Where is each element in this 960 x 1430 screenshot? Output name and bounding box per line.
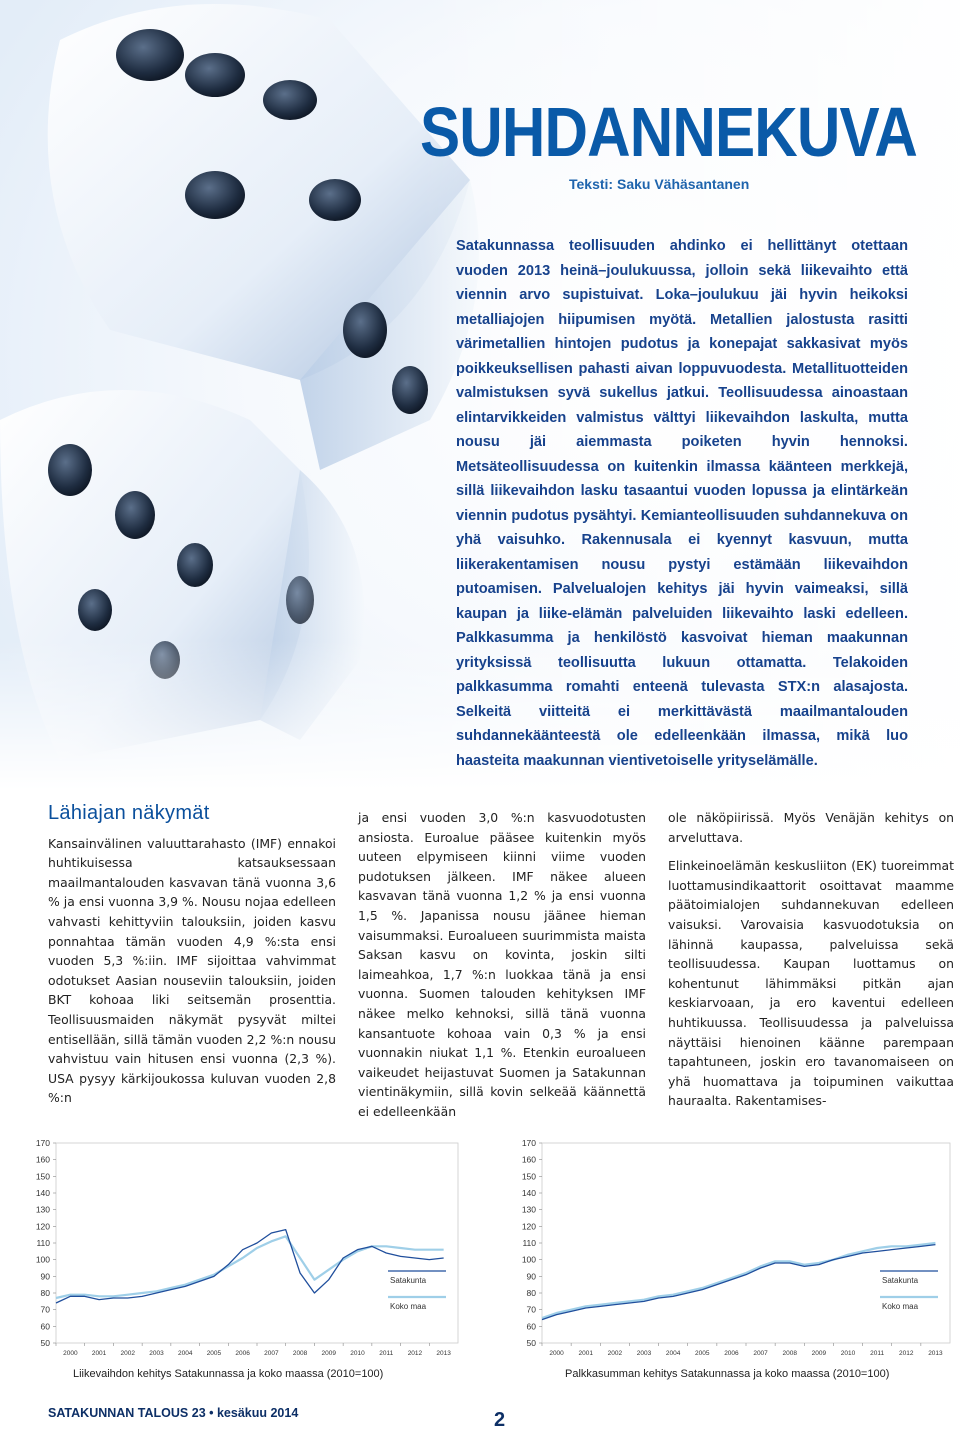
x-tick-label: 2002 — [120, 1350, 136, 1357]
y-tick-label: 50 — [40, 1338, 50, 1348]
x-tick-label: 2009 — [321, 1350, 337, 1357]
x-tick-label: 2005 — [206, 1350, 222, 1357]
x-tick-label: 2012 — [899, 1350, 914, 1357]
revenue-chart — [28, 1135, 468, 1365]
payroll-chart — [514, 1135, 960, 1365]
x-tick-label: 2007 — [264, 1350, 279, 1357]
page-title: SUHDANNEKUVA — [420, 93, 917, 171]
y-tick-label: 140 — [35, 1188, 50, 1198]
y-tick-label: 120 — [35, 1221, 50, 1232]
lead-paragraph: Satakunnassa teollisuuden ahdinko ei hellittänyt otettaan vuoden 2013 heinä–joulukuussa, jolloin sekä liikevaihto että viennin arvo supistuivat. Loka–joulukuu jäi hyvin heikoksi metalliajojen hiipumisen myötä. Metallien jalostusta rasitti värimetallien hintojen pudotus ja konepajat sakkasivat myös poikkeuksellisen pahasti aivan loppuvuodesta. Metallituotteiden valmistuksen syvä sukellus jatkui. Teollisuudessa ainoastaan elintarvikkeiden valmistus välttyi liikevaihdon laskulta, mutta nousu jäi aiemmasta poiketen hyvin hennoksi. Metsäteollisuudessa on kuitenkin ilmassa käänteen merkkejä, sillä liikevaihdon lasku tasaantui vuoden lopussa ja elintärkeän viennin pudotus pysähtyi. Kemianteollisuuden suhdannekuva on yhä vaisuhko. Rakennusala ei kyennyt kasvuun, mutta liikerakentamisen nousu pystyi estämään liikevaihdon putoamisen. Palvelualojen kehitys jäi hyvin vaimeaksi, sillä kaupan ja liike-elämän palveluiden liikevaihto laski edelleen. Palkkasumma ja henkilöstö kasvoivat hieman maakunnan yrityksissä teollisuutta lukuun ottamatta. Telakoiden palkkasumma romahti enteenä tulevasta STX:n alasajosta. Selkeitä viitteitä ei merkittävästä maailmantalouden suhdannekäänteestä ole edelleenkään ilmassa, mikä luo haasteita maakunnan vientivetoiselle yrityselämälle. — [456, 238, 908, 769]
article-column-1 — [48, 800, 336, 1108]
x-tick-label: 2008 — [782, 1350, 797, 1357]
y-tick-label: 100 — [521, 1254, 536, 1265]
y-tick-label: 170 — [521, 1138, 536, 1148]
chart-caption: Palkkasumman kehitys Satakunnassa ja koko maassa (2010=100) — [565, 1368, 890, 1380]
x-tick-label: 2000 — [63, 1350, 78, 1357]
article-column-2 — [358, 808, 646, 1122]
article-text: ja ensi vuoden 3,0 %:n kasvuodotusten ansiosta. Euroalue pääsee kuitenkin myös uuteen elpymiseen kiinni viime vuoden pudotuksen jälkeen. IMF näkee alueen kasvavan tänä vuonna 1,2 % ja ensi vuonna 1,5 %. Japanissa nousu jäänee hieman vaisummaksi. Euroalueen suurimmista maista Saksan kasvu on kovinta, joskin silti laimeahkoa, 1,7 %:n luokkaa tänä ja ensi vuonna. Suomen talouden kehityksen IMF näkee melko kehnoksi, sillä tänä vuonna kansantuote kohoaa vain 0,3 % ja ensi vuonnakin niukat 1,1 %. Etenkin euroalueen vaikeudet heijastuvat Suomen ja Satakunnan vientinäkymiin, sillä kovin selkeää käännettä ei edelleenkään — [358, 810, 646, 1119]
article-text: ole näköpiirissä. Myös Venäjän kehitys on arveluttava. — [668, 810, 954, 845]
y-tick-label: 160 — [521, 1154, 536, 1165]
y-tick-label: 100 — [35, 1254, 50, 1265]
y-tick-label: 140 — [521, 1188, 536, 1198]
x-tick-label: 2006 — [235, 1350, 250, 1357]
chart-caption: Liikevaihdon kehitys Satakunnassa ja koko maassa (2010=100) — [73, 1368, 384, 1380]
x-tick-label: 2013 — [928, 1350, 943, 1357]
legend-label: Koko maa — [882, 1302, 919, 1311]
plot-frame — [542, 1143, 950, 1343]
x-tick-label: 2001 — [578, 1350, 593, 1357]
y-tick-label: 150 — [521, 1171, 536, 1182]
legend-label: Satakunta — [390, 1276, 427, 1285]
legend-label: Koko maa — [390, 1302, 427, 1311]
x-tick-label: 2002 — [607, 1350, 623, 1357]
publication-footer: SATAKUNNAN TALOUS 23 • kesäkuu 2014 — [48, 1406, 299, 1420]
x-tick-label: 2008 — [292, 1350, 308, 1357]
payroll-chart-svg — [514, 1135, 960, 1365]
y-tick-label: 160 — [35, 1154, 50, 1165]
y-tick-label: 50 — [526, 1338, 536, 1348]
legend-label: Satakunta — [882, 1276, 919, 1285]
x-tick-label: 2009 — [811, 1350, 827, 1357]
article-text: Kansainvälinen valuuttarahasto (IMF) ennakoi huhtikuisessa katsauksessaan maailmantalouden kasvavan tänä vuonna 3,6 % ja ensi vuonna 3,9 %. Nousu nojaa edelleen vahvasti kehittyviin talouksiin, joiden kasvu ponnahtaa tämän vuoden 4,9 %:sta ensi vuoden 5,3 %:iin. IMF sijoittaa vahvimmat odotukset Aasian nouseviin talouksiin, joiden BKT kohoaa liki seitsemän prosenttia. Teollisuusmaiden näkymät pysyvät miltei entisellään, sillä tämän vuoden 2,2 %:n nousu vahvistuu vain hitusen ensi vuonna (2,3 %). USA pysyy kärkijoukossa kuluvan vuoden 2,8 %:n — [48, 835, 336, 1106]
x-tick-label: 2007 — [753, 1350, 768, 1357]
y-tick-label: 170 — [35, 1138, 50, 1148]
y-tick-label: 90 — [40, 1271, 50, 1282]
x-tick-label: 2003 — [636, 1350, 652, 1357]
x-tick-label: 2006 — [724, 1350, 739, 1357]
x-tick-label: 2004 — [665, 1350, 681, 1357]
x-tick-label: 2010 — [350, 1350, 365, 1357]
y-tick-label: 70 — [40, 1304, 50, 1315]
x-tick-label: 2010 — [840, 1350, 856, 1357]
article-text: Elinkeinoelämän keskusliiton (EK) tuoreimmat luottamusindikaattorit osoittavat maamme päätoimialojen suhdannekuvan edelleen vaisuksi. Varovaisia kasvuodotuksia on lähinnä kaupassa, palveluissa sekä teollisuudessa. Kaupan luottamus on kohentunut lähimmäksi pitkän ajan keskiarvoaan, ja ero kaventui edelleen huhtikuussa. Teollisuudessa ja palveluissa näyttäisi hienoinen käänne parempaan tapahtuneen, joskin ero tavanomaiseen on yhä huomattava ja toipuminen vaikuttaa hauraalta. Rakentamises- — [668, 858, 954, 1109]
y-tick-label: 150 — [35, 1171, 50, 1182]
byline: Teksti: Saku Vähäsantanen — [569, 176, 750, 192]
article-column-3 — [668, 808, 954, 1111]
page-number: 2 — [494, 1409, 506, 1430]
y-tick-label: 60 — [40, 1321, 50, 1332]
x-tick-label: 2001 — [91, 1350, 107, 1357]
y-tick-label: 110 — [36, 1238, 50, 1248]
x-tick-label: 2013 — [436, 1350, 451, 1357]
y-tick-label: 110 — [522, 1238, 536, 1248]
y-tick-label: 90 — [526, 1271, 536, 1282]
section-heading: Lähiajan näkymät — [48, 802, 210, 824]
y-tick-label: 130 — [521, 1204, 536, 1215]
x-tick-label: 2003 — [149, 1350, 164, 1357]
y-tick-label: 60 — [526, 1321, 536, 1332]
x-tick-label: 2005 — [695, 1350, 710, 1357]
y-tick-label: 120 — [521, 1221, 536, 1232]
x-tick-label: 2011 — [379, 1350, 394, 1357]
y-tick-label: 80 — [40, 1288, 50, 1298]
y-tick-label: 130 — [35, 1204, 50, 1215]
x-tick-label: 2000 — [549, 1350, 564, 1357]
x-tick-label: 2012 — [407, 1350, 423, 1357]
revenue-chart-svg — [28, 1135, 468, 1365]
y-tick-label: 80 — [526, 1288, 536, 1298]
y-tick-label: 70 — [526, 1304, 536, 1315]
x-tick-label: 2004 — [177, 1350, 193, 1357]
x-tick-label: 2011 — [870, 1350, 885, 1357]
